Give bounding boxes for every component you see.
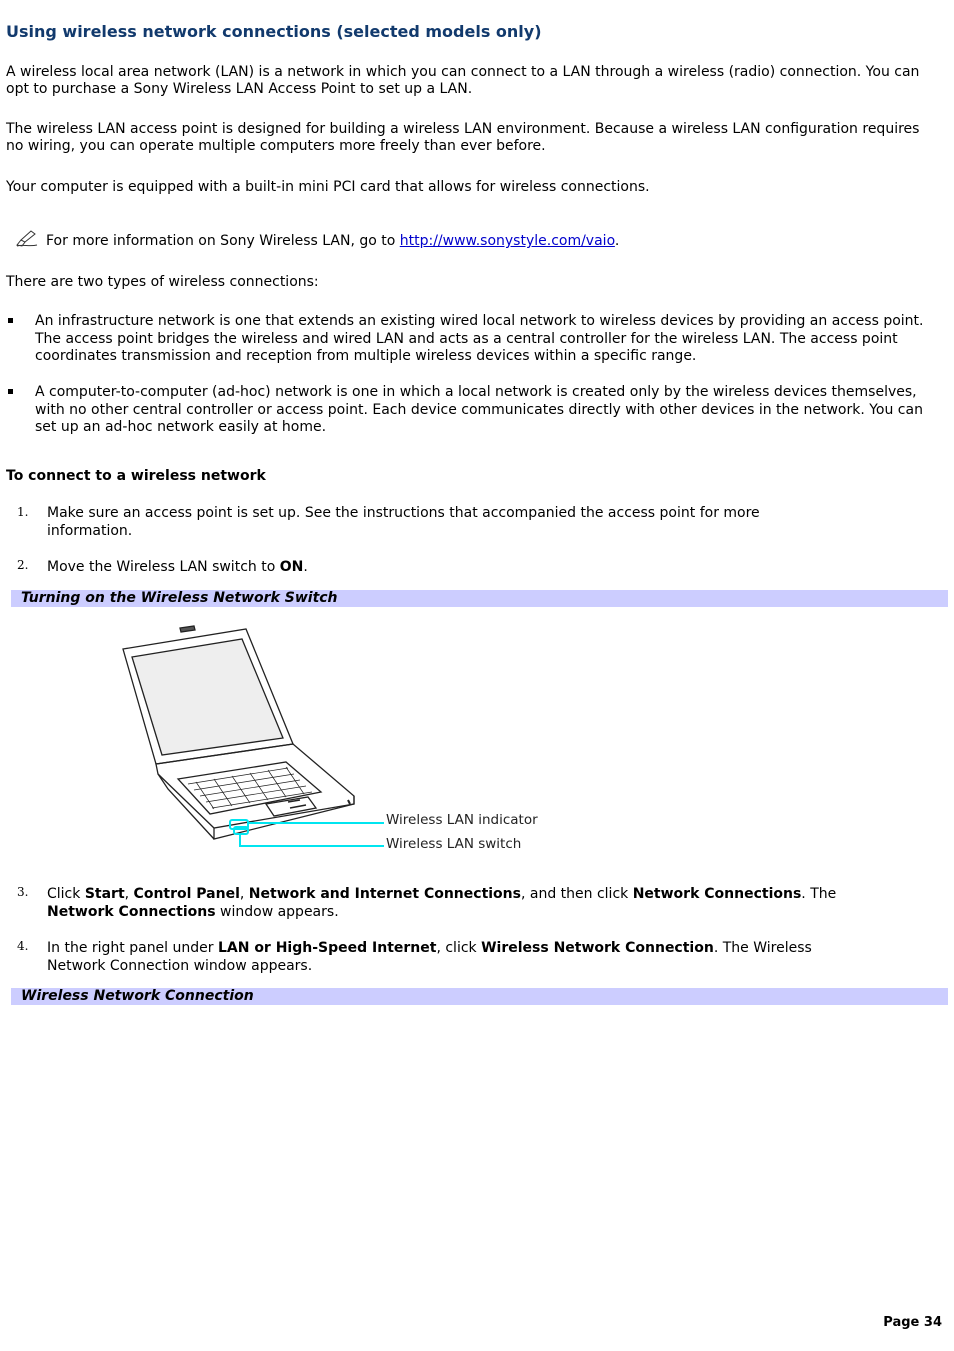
types-intro: There are two types of wireless connections: <box>6 274 319 290</box>
note-pencil-icon <box>15 229 39 249</box>
step-3-text: Click Start, Control Panel, Network and Internet Connections, and then click Network Connections. The Network Connections window appears. <box>47 886 837 920</box>
figure-caption: Wireless Network Connection <box>21 988 254 1004</box>
figure-caption-bar <box>11 590 948 607</box>
figure-caption: Turning on the Wireless Network Switch <box>21 590 338 606</box>
note-text <box>46 233 926 250</box>
step-4-text: In the right panel under LAN or High-Speed Internet, click Wireless Network Connection. The Wireless Network Connection window appears. <box>47 940 812 974</box>
intro-paragraph-3: Your computer is equipped with a built-in mini PCI card that allows for wireless connections. <box>6 179 650 195</box>
callout-wireless-lan-indicator: Wireless LAN indicator <box>386 812 538 828</box>
step-number: 3. <box>17 885 29 899</box>
intro-paragraph-1: A wireless local area network (LAN) is a network in which you can connect to a LAN through a wireless (radio) connection. You can opt to purchase a Sony Wireless LAN Access Point to set up a LAN. <box>6 64 920 97</box>
step-1-text: Make sure an access point is set up. See the instructions that accompanied the access point for more information. <box>47 505 760 539</box>
figure-caption-bar <box>11 988 948 1005</box>
step-number: 1. <box>17 505 29 519</box>
connect-heading: To connect to a wireless network <box>6 468 266 484</box>
type-adhoc: A computer-to-computer (ad-hoc) network is one in which a local network is created only by the wireless devices themselves, with no other central controller or access point. Each device communicates directly with other devices in the network. You can set up an ad-hoc network easily at home. <box>35 384 923 435</box>
note-icon <box>15 229 39 253</box>
step-number: 2. <box>17 558 29 572</box>
intro-paragraph-2: The wireless LAN access point is designed for building a wireless LAN environment. Because a wireless LAN configuration requires no wiring, you can operate multiple computers more freely than ever before. <box>6 121 920 154</box>
note-prefix: For more information on Sony Wireless LAN, go to <box>46 233 400 249</box>
type-infrastructure: An infrastructure network is one that extends an existing wired local network to wireless devices by providing an access point. The access point bridges the wireless and wired LAN and acts as a central controller for the wireless LAN. The access point coordinates transmission and reception from multiple wireless devices within a specific range. <box>35 313 924 364</box>
page-title: Using wireless network connections (selected models only) <box>6 22 542 41</box>
bullet-icon <box>8 318 13 323</box>
sonystyle-link[interactable]: http://www.sonystyle.com/vaio <box>399 233 615 249</box>
page-number: Page 34 <box>883 1315 942 1330</box>
laptop-illustration <box>118 624 558 859</box>
note-suffix: . <box>614 233 620 249</box>
callout-wireless-lan-switch: Wireless LAN switch <box>386 836 522 852</box>
bullet-icon <box>8 389 13 394</box>
callout-lines <box>230 820 384 846</box>
step-2-text: Move the Wireless LAN switch to ON. <box>47 559 308 575</box>
step-number: 4. <box>17 939 29 953</box>
